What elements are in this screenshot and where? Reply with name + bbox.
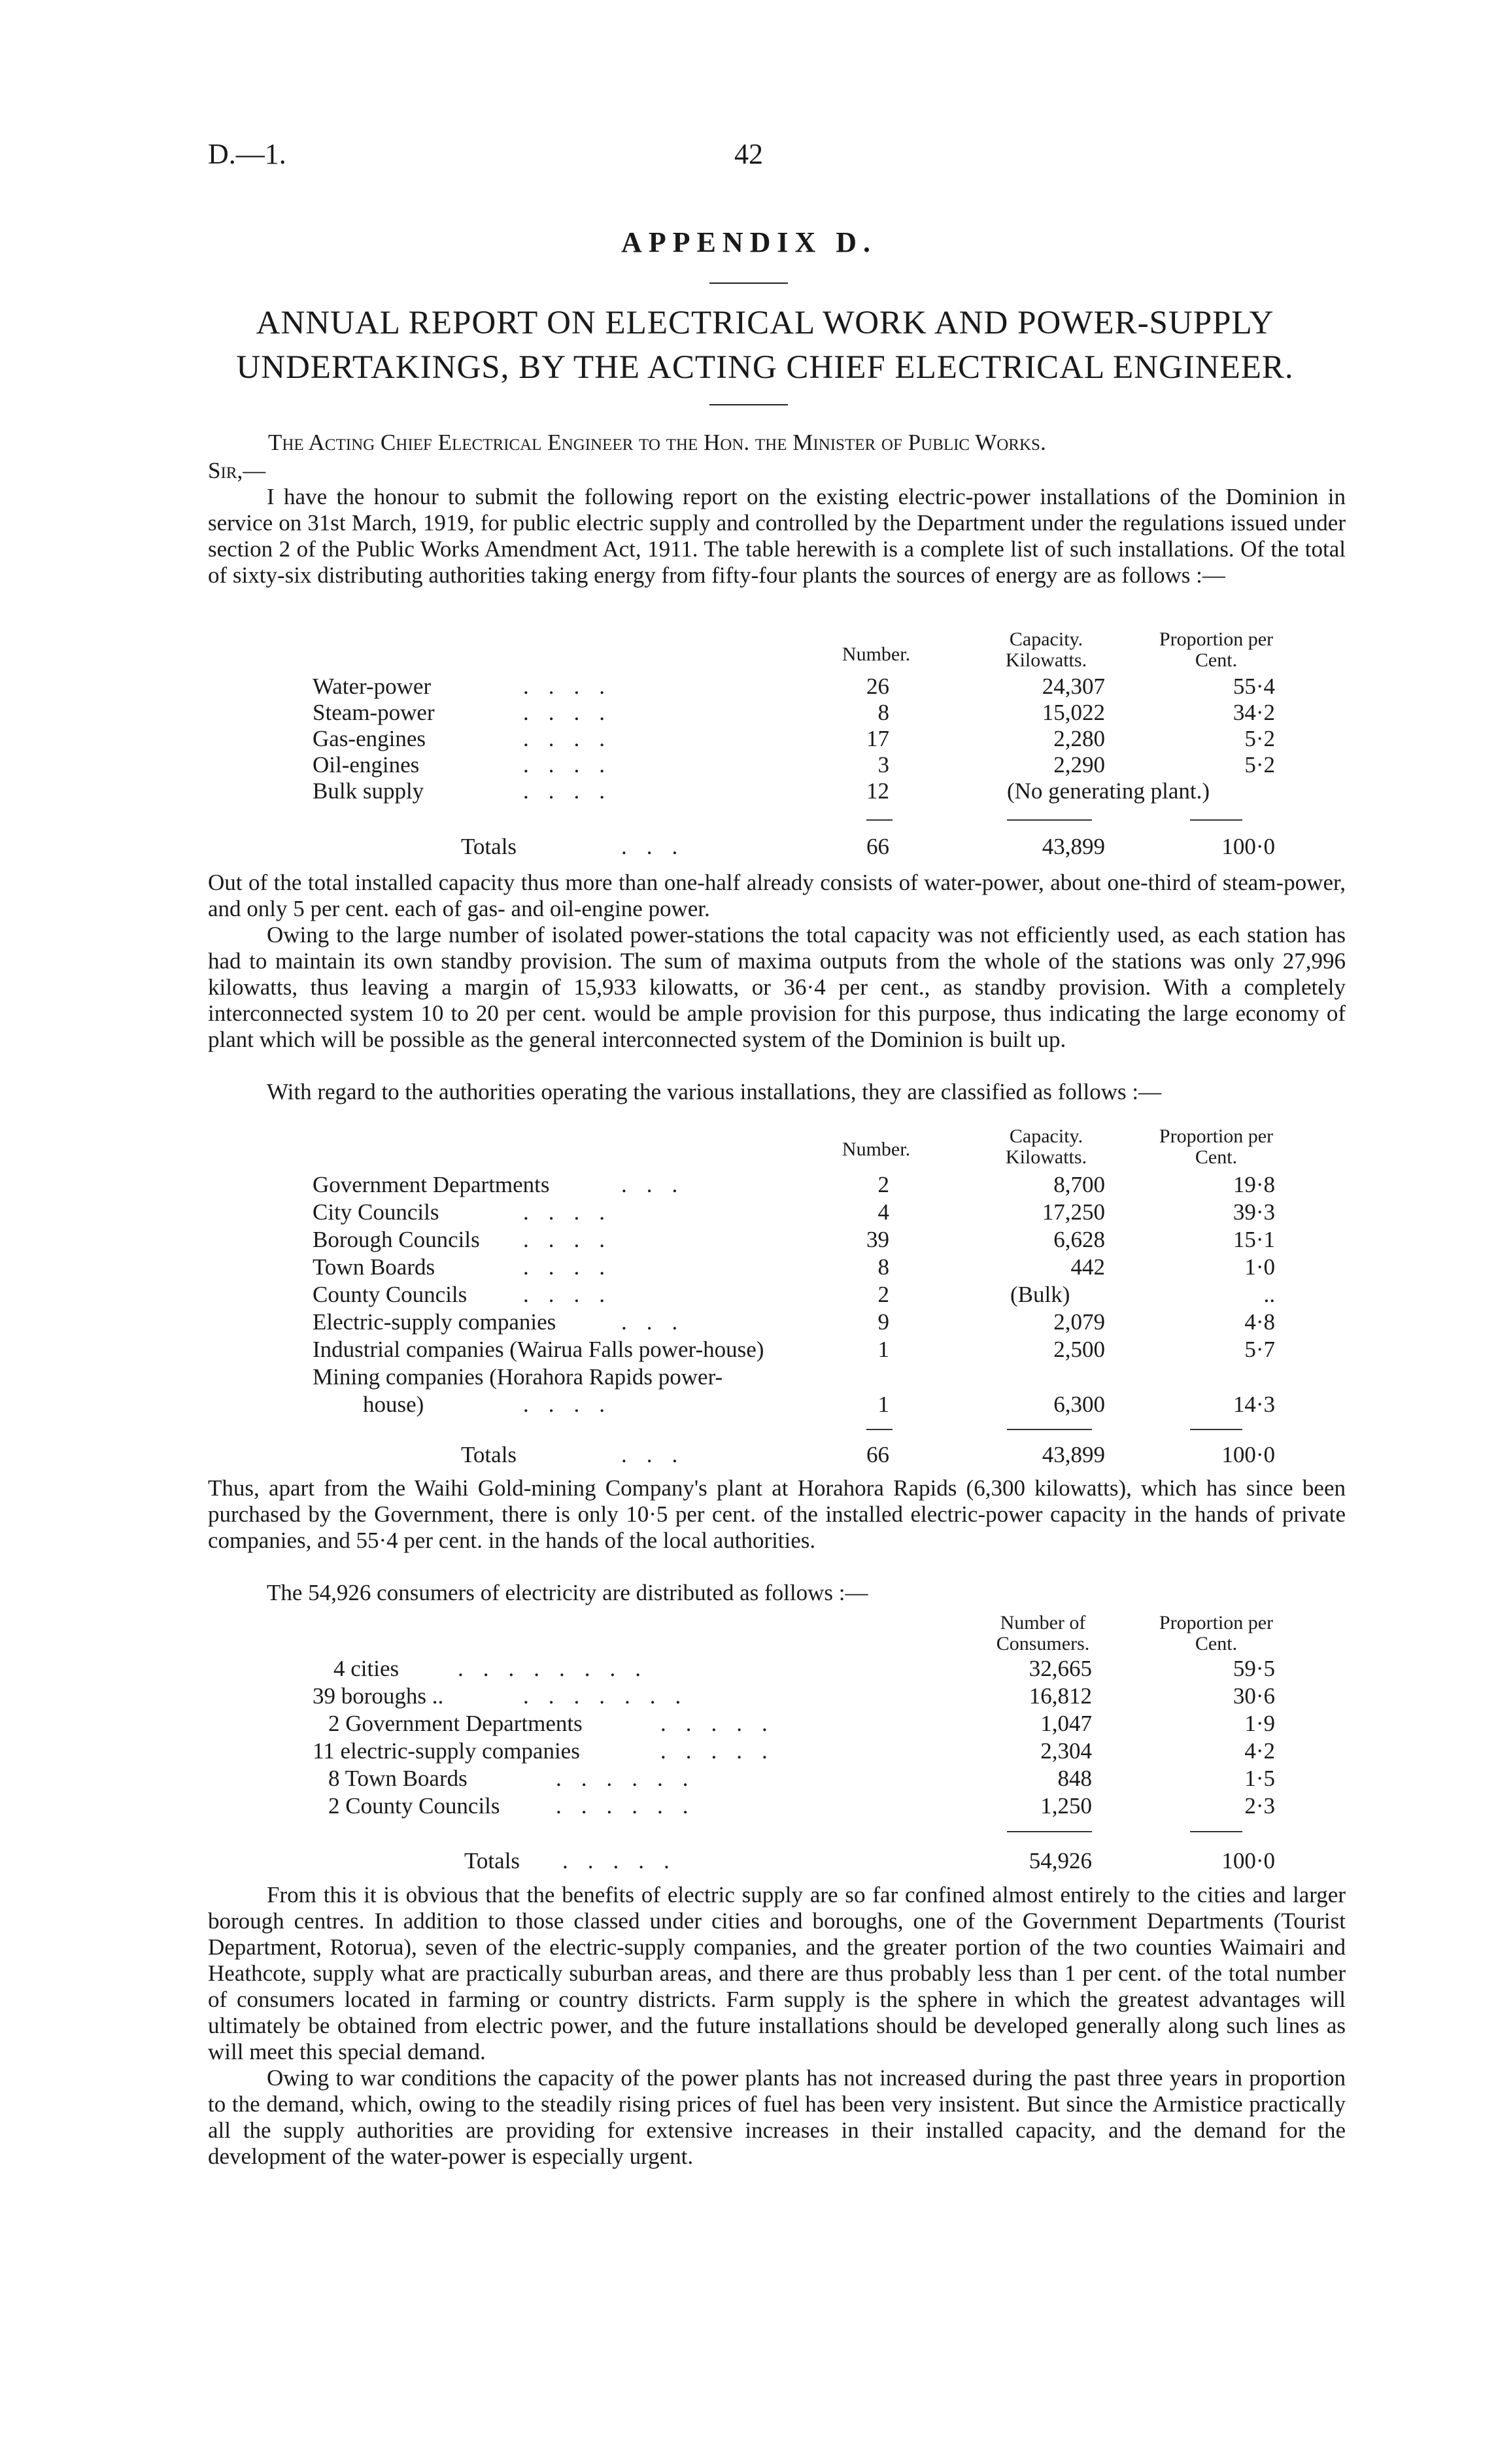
column-header: Number of Consumers. bbox=[996, 1612, 1090, 1654]
cell-proportion: 1·9 bbox=[1244, 1711, 1275, 1736]
row-label: Bulk supply bbox=[313, 778, 424, 804]
cell-capacity: 6,300 bbox=[1053, 1392, 1105, 1417]
cell-proportion: 5·2 bbox=[1244, 752, 1275, 778]
cell-proportion: 5·7 bbox=[1244, 1337, 1275, 1362]
document-code: D.—1. bbox=[208, 138, 286, 170]
leader-dots: ...... bbox=[556, 1793, 708, 1819]
cell-proportion: 15·1 bbox=[1233, 1227, 1275, 1252]
report-title bbox=[190, 301, 1340, 390]
paragraph: Owing to war conditions the capacity of the power plants has not increased during the past three years in proportion to the demand, which, owing to the steadily rising prices of fuel has been very insistent. But since the Armistice practically all the supply authorities are providing for extensive increases in their installed capacity, and the demand for the development of the water-power is especially urgent. bbox=[208, 2065, 1346, 2169]
title-line: UNDERTAKINGS, BY THE ACTING CHIEF ELECTRICAL ENGINEER. bbox=[236, 349, 1294, 386]
row-label: City Councils bbox=[313, 1199, 439, 1225]
cell-proportion: .. bbox=[1263, 1282, 1275, 1307]
cell-proportion: 59·5 bbox=[1233, 1656, 1275, 1681]
leader-dots: ..... bbox=[562, 1848, 689, 1874]
leader-dots: ..... bbox=[660, 1738, 787, 1764]
totals-label: Totals bbox=[461, 834, 517, 859]
leader-dots: .... bbox=[523, 1227, 624, 1252]
cell-number: 8 bbox=[877, 700, 889, 725]
row-label: 39 boroughs .. bbox=[313, 1683, 444, 1709]
paragraph: The 54,926 consumers of electricity are distributed as follows :— bbox=[267, 1580, 868, 1605]
column-header: Proportion per Cent. bbox=[1159, 1125, 1274, 1168]
table-row bbox=[0, 1738, 1498, 1764]
cell-capacity: 43,899 bbox=[1042, 1442, 1105, 1467]
table-row bbox=[0, 778, 1498, 804]
cell-number: 3 bbox=[877, 752, 889, 778]
cell-proportion: 4·8 bbox=[1244, 1309, 1275, 1335]
row-label: Mining companies (Horahora Rapids power- bbox=[313, 1364, 723, 1390]
row-label: Industrial companies (Wairua Falls power-house) bbox=[313, 1337, 764, 1362]
cell-number: 66 bbox=[866, 834, 889, 859]
row-label: Government Departments bbox=[313, 1172, 550, 1197]
leader-dots: .... bbox=[523, 778, 624, 804]
page-number: 42 bbox=[734, 138, 763, 170]
divider bbox=[709, 282, 788, 284]
cell-number: 66 bbox=[866, 1442, 889, 1467]
cell-proportion: 1·5 bbox=[1244, 1766, 1275, 1791]
table-row bbox=[0, 1309, 1498, 1335]
cell-capacity: 2,280 bbox=[1053, 726, 1105, 751]
leader-dots: .... bbox=[523, 752, 624, 778]
paragraph: Owing to the large number of isolated power-stations the total capacity was not efficiently used, as each station has had to maintain its own standby provision. The sum of maxima outputs from the whole of the stations was only 27,996 kilowatts, thus leaving a margin of 15,933 kilowatts, or 36·4 per cent., as standby provision. With a completely interconnected system 10 to 20 per cent. would be ample provision for this purpose, thus indicating the large economy of plant which will be possible as the general interconnected system of the Dominion is built up. bbox=[208, 922, 1346, 1052]
leader-dots: .... bbox=[523, 700, 624, 725]
row-label: 2 Government Departments bbox=[328, 1711, 583, 1736]
cell-consumers: 32,665 bbox=[1029, 1656, 1092, 1681]
sum-rule bbox=[1007, 1429, 1092, 1430]
cell-number: 26 bbox=[866, 674, 889, 699]
cell-proportion: 100·0 bbox=[1221, 834, 1275, 859]
sum-rule bbox=[866, 1429, 893, 1430]
cell-number: 12 bbox=[866, 778, 889, 804]
cell-proportion: 30·6 bbox=[1233, 1683, 1275, 1709]
cell-proportion: 34·2 bbox=[1233, 700, 1275, 725]
column-header: Proportion per Cent. bbox=[1159, 628, 1274, 671]
cell-capacity: 442 bbox=[1070, 1254, 1105, 1280]
cell-capacity: (Bulk) bbox=[1010, 1282, 1070, 1307]
cell-consumers: 848 bbox=[1057, 1766, 1092, 1791]
row-label: 11 electric-supply companies bbox=[313, 1738, 580, 1764]
cell-capacity: 43,899 bbox=[1042, 834, 1105, 859]
row-label: Oil-engines bbox=[313, 752, 420, 778]
leader-dots: ........ bbox=[458, 1656, 660, 1681]
cell-proportion: 100·0 bbox=[1221, 1442, 1275, 1467]
paragraph: From this it is obvious that the benefits of electric supply are so far confined almost entirely to the cities and larger borough centres. In addition to those classed under cities and boroughs, one of the Government Departments (Tourist Department, Rotorua), seven of the electric-supply companies, and the greater portion of the two counties Waimairi and Heathcote, supply what are practically suburban areas, and there are thus probably less than 1 per cent. of the total number of consumers located in farming or country districts. Farm supply is the sphere in which the greatest advantages will ultimately be obtained from electric power, and the future installations should be developed generally along such lines as will meet this special demand. bbox=[208, 1882, 1346, 2064]
column-header: Proportion per Cent. bbox=[1159, 1612, 1274, 1654]
paragraph: Thus, apart from the Waihi Gold-mining Company's plant at Horahora Rapids (6,300 kilowatts), which has since been purchased by the Government, there is only 10·5 per cent. of the installed electric-power capacity in the hands of private companies, and 55·4 per cent. in the hands of the local authorities. bbox=[208, 1475, 1346, 1553]
cell-proportion: 1·0 bbox=[1244, 1254, 1275, 1280]
sum-rule bbox=[1007, 819, 1092, 821]
cell-proportion: 4·2 bbox=[1244, 1738, 1275, 1764]
cell-capacity: 8,700 bbox=[1053, 1172, 1105, 1197]
leader-dots: ... bbox=[621, 1442, 698, 1467]
column-header: Capacity. Kilowatts. bbox=[1005, 1125, 1087, 1168]
row-label: 2 County Councils bbox=[328, 1793, 500, 1819]
cell-number: 2 bbox=[877, 1282, 889, 1307]
row-label: 4 cities bbox=[333, 1656, 400, 1681]
cell-capacity: 2,290 bbox=[1053, 752, 1105, 778]
table-row bbox=[0, 726, 1498, 752]
cell-number: 1 bbox=[877, 1337, 889, 1362]
table-row bbox=[0, 1364, 1498, 1419]
cell-consumers: 16,812 bbox=[1029, 1683, 1092, 1709]
cell-capacity: 6,628 bbox=[1053, 1227, 1105, 1252]
cell-consumers: 54,926 bbox=[1029, 1848, 1092, 1874]
divider bbox=[709, 404, 788, 405]
leader-dots: .... bbox=[523, 726, 624, 751]
column-header: Number. bbox=[842, 1138, 911, 1160]
leader-dots: .... bbox=[523, 1282, 624, 1307]
cell-number: 9 bbox=[877, 1309, 889, 1335]
leader-dots: .... bbox=[523, 1199, 624, 1225]
leader-dots: ... bbox=[621, 834, 698, 859]
cell-proportion: 39·3 bbox=[1233, 1199, 1275, 1225]
cell-proportion: 19·8 bbox=[1233, 1172, 1275, 1197]
column-header: Number. bbox=[842, 643, 911, 665]
paragraph: Out of the total installed capacity thus more than one-half already consists of water-power, about one-third of steam-power, and only 5 per cent. each of gas- and oil-engine power. bbox=[208, 870, 1346, 921]
totals-row bbox=[0, 1442, 1498, 1468]
leader-dots: .... bbox=[523, 674, 624, 699]
totals-row bbox=[0, 1848, 1498, 1874]
sum-rule bbox=[1190, 1429, 1242, 1430]
table-row bbox=[0, 1172, 1498, 1198]
cell-capacity: 24,307 bbox=[1042, 674, 1105, 699]
totals-label: Totals bbox=[464, 1848, 520, 1874]
column-header: Capacity. Kilowatts. bbox=[1005, 628, 1087, 671]
paragraph: I have the honour to submit the following report on the existing electric-power installations of the Dominion in service on 31st March, 1919, for public electric supply and controlled by the Department under the regulations issued under section 2 of the Public Works Amendment Act, 1911. The table herewith is a complete list of such installations. Of the total of sixty-six distributing authorities taking energy from fifty-four plants the sources of energy are as follows :— bbox=[208, 484, 1346, 588]
sum-rule bbox=[1190, 819, 1242, 821]
table-row bbox=[0, 1227, 1498, 1253]
cell-capacity: 15,022 bbox=[1042, 700, 1105, 725]
cell-proportion: 55·4 bbox=[1233, 674, 1275, 699]
title-line: ANNUAL REPORT ON ELECTRICAL WORK AND POWER-SUPPLY bbox=[256, 305, 1274, 341]
cell-proportion: 14·3 bbox=[1233, 1392, 1275, 1417]
table-row bbox=[0, 1282, 1498, 1308]
table-row bbox=[0, 1199, 1498, 1225]
table-row bbox=[0, 1711, 1498, 1737]
table-row bbox=[0, 1254, 1498, 1280]
row-label: Steam-power bbox=[313, 700, 435, 725]
cell-proportion: 100·0 bbox=[1221, 1848, 1275, 1874]
row-label: Borough Councils bbox=[313, 1227, 480, 1252]
totals-row bbox=[0, 834, 1498, 860]
leader-dots: .... bbox=[523, 1254, 624, 1280]
salutation: Sir,— bbox=[208, 458, 266, 483]
cell-capacity: (No generating plant.) bbox=[1007, 778, 1210, 804]
totals-label: Totals bbox=[461, 1442, 517, 1467]
cell-consumers: 1,250 bbox=[1040, 1793, 1092, 1819]
leader-dots: ... bbox=[621, 1172, 698, 1197]
sum-rule bbox=[1007, 1831, 1092, 1832]
cell-number: 1 bbox=[877, 1392, 889, 1417]
cell-proportion: 5·2 bbox=[1244, 726, 1275, 751]
leader-dots: ... bbox=[621, 1309, 698, 1335]
leader-dots: ...... bbox=[556, 1766, 708, 1791]
table-row bbox=[0, 1337, 1498, 1363]
row-label: County Councils bbox=[313, 1282, 468, 1307]
row-label-continued: house) bbox=[363, 1392, 424, 1417]
row-label: 8 Town Boards bbox=[328, 1766, 468, 1791]
table-row bbox=[0, 700, 1498, 726]
row-label: Town Boards bbox=[313, 1254, 435, 1280]
table-row bbox=[0, 752, 1498, 778]
leader-dots: ..... bbox=[660, 1711, 787, 1736]
cell-consumers: 2,304 bbox=[1040, 1738, 1092, 1764]
cell-number: 8 bbox=[877, 1254, 889, 1280]
cell-capacity: 17,250 bbox=[1042, 1199, 1105, 1225]
row-label: Electric-supply companies bbox=[313, 1309, 556, 1335]
leader-dots: ....... bbox=[523, 1683, 701, 1709]
cell-capacity: 2,500 bbox=[1053, 1337, 1105, 1362]
table-row bbox=[0, 1766, 1498, 1792]
cell-number: 4 bbox=[877, 1199, 889, 1225]
appendix-heading: APPENDIX D. bbox=[621, 226, 877, 258]
leader-dots: .... bbox=[523, 1392, 624, 1417]
table-row bbox=[0, 1683, 1498, 1709]
paragraph: With regard to the authorities operating the various installations, they are classified as follows :— bbox=[267, 1079, 1162, 1104]
sum-rule bbox=[1190, 1831, 1242, 1832]
cell-consumers: 1,047 bbox=[1040, 1711, 1092, 1736]
cell-capacity: 2,079 bbox=[1053, 1309, 1105, 1335]
row-label: Water-power bbox=[313, 674, 432, 699]
row-label: Gas-engines bbox=[313, 726, 426, 751]
table-row bbox=[0, 1656, 1498, 1682]
table-row bbox=[0, 674, 1498, 700]
address-line: The Acting Chief Electrical Engineer to the Hon. the Minister of Public Works. bbox=[268, 430, 1046, 455]
sum-rule bbox=[866, 819, 893, 821]
cell-number: 39 bbox=[866, 1227, 889, 1252]
cell-number: 17 bbox=[866, 726, 889, 751]
cell-number: 2 bbox=[877, 1172, 889, 1197]
table-row bbox=[0, 1793, 1498, 1819]
cell-proportion: 2·3 bbox=[1244, 1793, 1275, 1819]
